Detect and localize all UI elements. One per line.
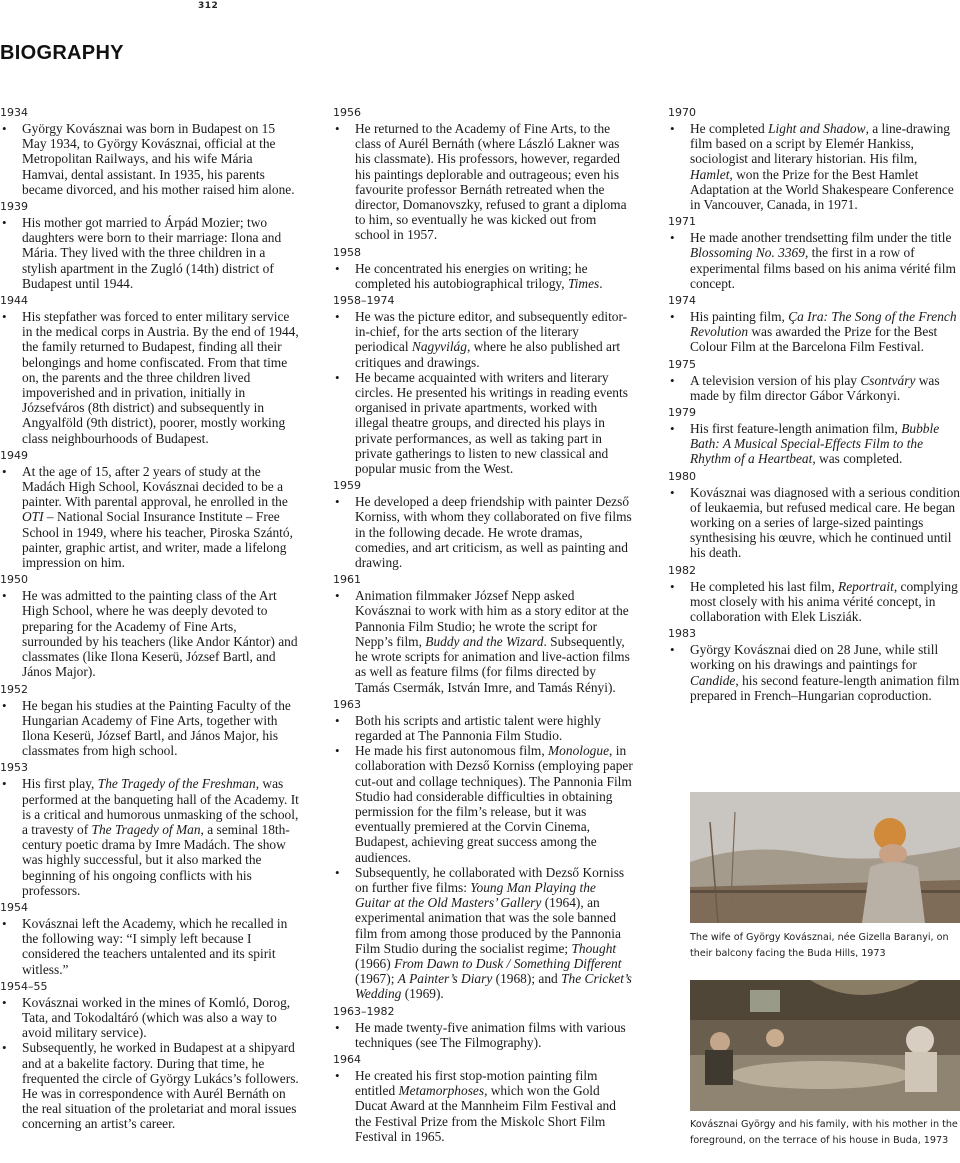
text-segment: He became acquainted with writers and literary circles. He presented his writings in reading events organised in private apartments, worked with illegal theatre groups, and directed his plays in private performances, as well as taking part in private gatherings to listen to new classical and popular music from the West. [355,369,628,477]
entry-year: 1970 [668,106,696,119]
italic-title: Ça Ira: The Song of the French Revolution [690,309,957,340]
text-segment: He returned to the Academy of Fine Arts, to the class of Aurél Bernáth (where László Lakner was his classmate). His professors, however, regarded his paintings deplorable and outrageous; even his favourite professor Bernáth retreated when the director, Domanovszky, refused to grant a diploma to him, so eventually he was kicked out from school in 1957. [355,121,627,243]
text-segment: was awarded the Prize for the Best Colour Film at the Barcelona Film Festival. [690,324,938,355]
text-segment: , complying most closely with his anima vérité concept, in collaboration with Elek Lisziák. [690,578,958,625]
page-number: 312 [198,1,219,11]
text-segment: , in collaboration with Dezső Korniss (employing paper cut-out and collage techniques). The Pannonia Film Studio had considerable difficulties in obtaining permission for the film’s release, but it was eventually premiered at the Corvin Cinema, Budapest, achieving great success among the audiences. [355,743,633,865]
text-segment: – National Social Insurance Institute – Free School in 1949, where his teacher, Piroska Szántó, painter, graphic artist, and writer, made a lifelong impression on him. [22,509,293,571]
italic-title: The Cricket’s Wedding [355,971,632,1002]
entry-text [668,485,960,561]
entry-text [333,743,633,865]
terrace-photo [690,980,960,1111]
text-segment: He made another trendsetting film under the title [690,230,952,246]
text-segment: György Kovásznai died on 28 June, while still working on his drawings and paintings for [690,642,939,673]
entry-text [333,1068,633,1144]
entry-text [0,464,300,570]
entry-text [668,421,960,467]
entry-year: 1954–55 [0,979,48,993]
entry-year: 1950 [0,573,28,587]
entry-text [0,776,300,898]
entry-text [668,373,960,403]
entry-text [668,230,960,291]
entry-text [0,1040,300,1131]
italic-title: Nagyvilág [411,339,467,355]
entry-year: 1944 [0,294,28,308]
entry-text [333,494,633,570]
text-segment: His painting film, [690,309,789,325]
italic-title: Buddy and the Wizard [425,633,544,649]
photo-caption-2: Kovásznai György and his family, with his mother in the foreground, on the terrace of his house in Buda, 1973 [690,1119,958,1146]
entry-text [0,309,300,446]
timeline-column-2 [333,103,633,1144]
text-segment: (1968); and [492,971,562,987]
text-segment: Animation filmmaker József Nepp asked Kovásznai to work with him as a story editor at the Pannonia Film Studio; he wrote the script for Nepp’s film, [355,588,629,649]
text-segment: Both his scripts and artistic talent were highly regarded at The Pannonia Film Studio. [355,712,601,743]
italic-title: The Tragedy of Man [91,821,201,837]
entry-text [0,588,300,679]
entry-year: 1964 [333,1052,361,1066]
text-segment: , which won the Gold Ducat Award at the Mannheim Film Festival and the Festival Prize from the Miskolc Short Film Festival in 1965. [355,1083,616,1144]
italic-title: Thought [571,940,617,956]
text-segment: (1964), an experimental animation that was the sole banned film from among those produced by the Pannonia Film Studio during the socialist regime; [355,895,621,956]
entry-year: 1952 [0,682,28,696]
text-segment: He developed a deep friendship with painter Dezső Korniss, with whom they collaborated on five films in the following decade. He wrote dramas, comedies, and art criticism, as well as painting and drawing. [355,494,632,571]
italic-title: Bubble Bath: A Musical Special-Effects Film to the Rhythm of a Heartbeat [690,421,940,467]
text-segment: was made by film director Gábor Várkonyi. [690,372,940,403]
entry-year: 1954 [0,900,28,914]
italic-title: Blossoming No. 3369 [690,245,805,261]
text-segment: His first play, [22,776,98,792]
text-segment: György Kovásznai was born in Budapest on 15 May 1934, to György Kovásznai, official at the Metropolitan Railways, and his wife Mária Hamvai, dental assistant. In 1935, his parents became divorced, and his mother raised him alone. [22,121,295,197]
balcony-photo-illustration [690,792,960,923]
entry-year: 1975 [668,357,696,371]
text-segment: , was completed. [812,451,903,467]
text-segment: , won the Prize for the Best Hamlet Adaptation at the World Shakespeare Conference in Vancouver, Canada, in 1971. [690,166,954,213]
text-segment: A television version of his play [690,372,861,388]
text-segment: His mother got married to Árpád Mozier; two daughters were born to their marriage: Ilona and Mária. They lived with the three children in a stylish apartment in the Zugló (14th) district of Budapest until 1944. [22,215,282,291]
entry-year: 1963 [333,697,361,711]
terrace-photo-illustration [690,980,960,1111]
page-title: BIOGRAPHY [0,42,124,64]
text-segment: , the first in a row of experimental films based on his anima vérité film concept. [690,245,956,291]
text-segment: was performed at the banqueting hall of the Academy. It is a critical and humorous unmasking of the school, a travesty of [22,776,299,837]
entry-year: 1949 [0,448,28,462]
entry-text [668,579,960,625]
entry-text [668,309,960,355]
italic-title: Light and Shadow [768,121,866,136]
text-segment: He was admitted to the painting class of the Art High School, where he was deeply devoted to preparing for the Academy of Fine Arts, surrounded by his teachers (like Andor Kántor) and classmates (like Ilona Keserü, József Bartl, and János Major). [22,588,298,680]
text-segment: He concentrated his energies on writing; he completed his autobiographical trilogy, [355,260,588,291]
text-segment: , his second feature-length animation film prepared in French–Hungarian coproduction. [690,672,960,703]
text-segment: He completed his last film, [690,578,839,594]
text-segment: . Subsequently, he wrote scripts for animation and live-action films as well as feature films (for films directed by Tamás Csermák, István Imre, and Tamás Rényi). [355,633,630,695]
text-segment: He created his first stop-motion painting film entitled [355,1067,598,1099]
italic-title: Csontváry [860,372,916,388]
timeline-column-3 [668,103,960,703]
entry-year: 1971 [668,215,696,229]
italic-title: A Painter’s Diary [397,971,493,987]
text-segment: , a line-drawing film based on a script by Elemér Hankiss, sociologist and literary historian. His film, [690,121,950,167]
text-segment: He made twenty-five animation films with various techniques (see The Filmography). [355,1019,626,1050]
entry-text [668,121,960,212]
entry-text [333,121,633,243]
text-segment: He began his studies at the Painting Faculty of the Hungarian Academy of Fine Arts, together with Ilona Keserü, József Bartl, and János Major, his classmates from high school. [22,697,291,759]
italic-title: Candide [690,672,736,688]
entry-year: 1953 [0,761,28,775]
text-segment: He made his first autonomous film, [355,743,549,759]
italic-title: Hamlet [690,166,730,182]
entry-year: 1961 [333,573,361,587]
entry-text [0,698,300,759]
entry-text [0,121,300,197]
italic-title: OTI [22,509,44,525]
italic-title: Young Man Playing the Guitar at the Old Masters’ Gallery [355,879,596,911]
entry-text [333,309,633,370]
text-segment: Kovásznai worked in the mines of Komló, Dorog, Tata, and Tokodaltáró (which was also a way to avoid military service). [22,994,291,1041]
italic-title: Reportrait [838,578,894,594]
entry-year: 1959 [333,479,361,493]
text-segment: , a seminal 18th-century poetic drama by Imre Madách. The show was highly successful, but it also marked the beginning of his ongoing conflicts with his professors. [22,821,290,898]
text-segment: (1969). [401,986,444,1002]
timeline-column-1 [0,103,300,1132]
balcony-photo [690,792,960,923]
entry-year: 1956 [333,106,361,119]
text-segment: He completed [690,121,769,136]
entry-text [333,713,633,743]
entry-year: 1983 [668,627,696,641]
entry-text [333,588,633,694]
text-segment: His first feature-length animation film, [690,421,902,437]
entry-text [0,995,300,1041]
photo-caption-1: The wife of György Kovásznai, née Gizella Baranyi, on their balcony facing the Buda Hills, 1973 [690,932,949,959]
entry-year: 1958–1974 [333,294,395,308]
entry-year: 1939 [0,200,28,214]
entry-year: 1934 [0,106,28,119]
entry-year: 1963–1982 [333,1004,395,1018]
entry-text [0,215,300,291]
italic-title: Metamorphoses [398,1083,485,1099]
text-segment: . [599,275,603,291]
text-segment: Kovásznai was diagnosed with a serious condition of leukaemia, but refused medical care. He began working on a series of large-sized paintings synthesising his œuvre, which he continued until his death. [690,484,960,561]
italic-title: Times [567,275,600,291]
entry-text [333,261,633,291]
entry-year: 1980 [668,469,696,483]
text-segment: At the age of 15, after 2 years of study at the Madách High School, Kovásznai decided to be a painter. With parental approval, he enrolled in the [22,463,288,510]
entry-text [333,865,633,1002]
italic-title: Monologue [548,743,610,759]
text-segment: (1967); [355,971,398,987]
text-segment: , where he also published art critiques and drawings. [355,339,621,370]
entry-year: 1958 [333,245,361,259]
entry-text [668,642,960,703]
text-segment: He was the picture editor, and subsequently editor-in-chief, for the arts section of the literary periodical [355,309,628,355]
text-segment: Kovásznai left the Academy, which he recalled in the following way: “I simply left because I considered the teachers untalented and its spirit witless.” [22,915,288,977]
text-segment: Subsequently, he collaborated with Dezső Korniss on further five films: [355,864,625,895]
text-segment: (1966) [355,955,395,971]
italic-title: From Dawn to Dusk / Something Different [394,955,622,971]
entry-year: 1974 [668,294,696,308]
entry-year: 1982 [668,563,696,577]
text-segment: Subsequently, he worked in Budapest at a shipyard and at a bakelite factory. During that time, he frequented the circle of György Lukács’s followers. He was in correspondence with Aurél Bernáth on the real situation of the proletariat and moral issues concerning an artist’s career. [22,1040,299,1132]
entry-text [0,916,300,977]
entry-text [333,370,633,476]
entry-text [333,1020,633,1050]
text-segment: His stepfather was forced to enter military service in the medical corps in Austria. By the end of 1944, the family returned to Budapest, finding all their belongings and home confiscated. From that time on, the parents and the three children lived impoverished and in privation, initially in Józsefváros (8th district) and subsequently in Angyalföld (9th district), poorer, mostly working class neighbourhoods of Budapest. [22,309,299,446]
entry-year: 1979 [668,406,696,420]
italic-title: The Tragedy of the Freshman, [97,776,260,792]
